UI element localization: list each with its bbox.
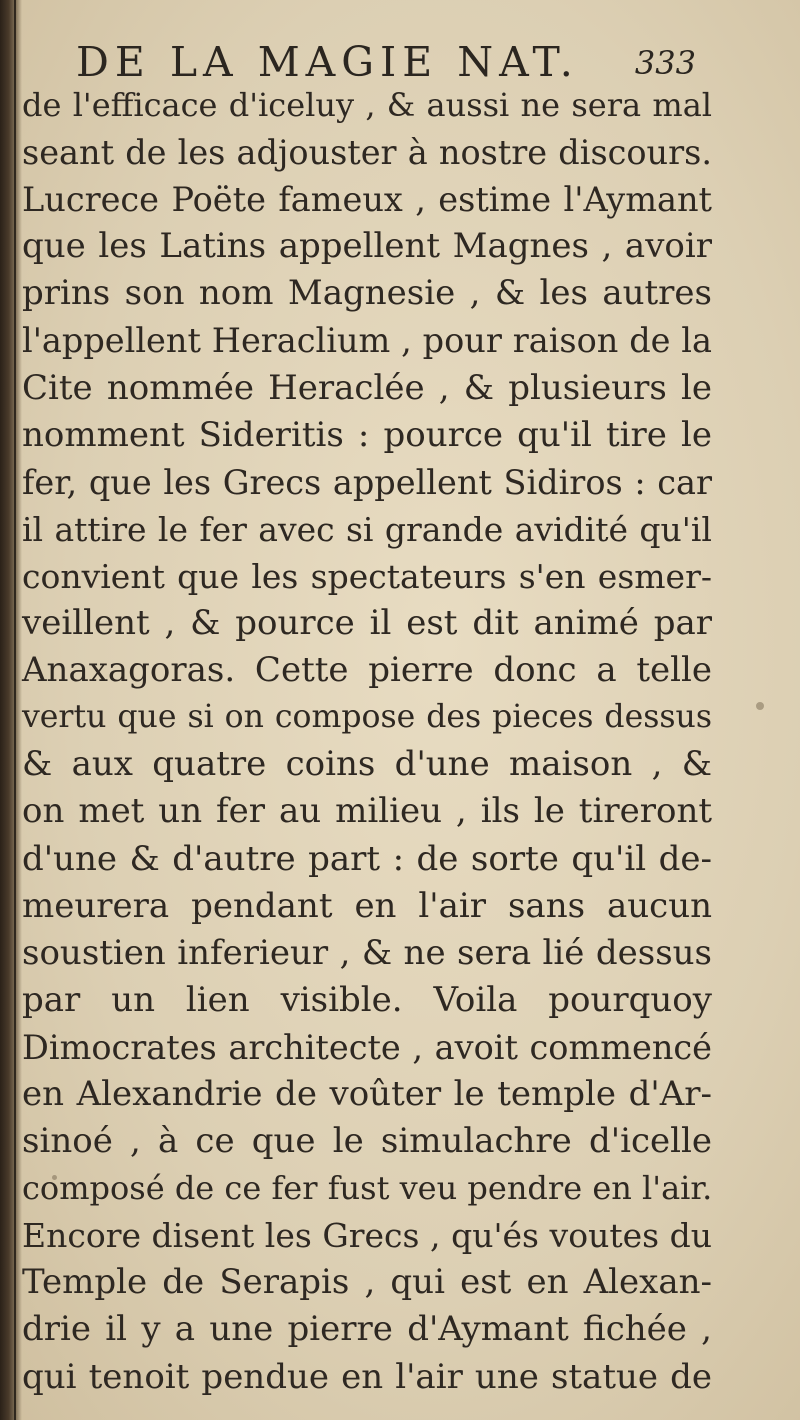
text-line: Temple de Serapis , qui est en Alexan-: [22, 1262, 712, 1303]
text-line: sinoé , à ce que le simulachre d'icelle: [22, 1121, 712, 1162]
text-line: qui tenoit pendue en l'air une statue de: [22, 1356, 712, 1397]
text-line: nomment Sideritis : pource qu'il tire le: [22, 414, 712, 455]
text-line: soustien inferieur , & ne sera lié dessus: [22, 932, 712, 973]
page-gutter-shadow: [0, 0, 22, 1420]
ink-spot: [52, 1175, 57, 1180]
text-line: convient que les spectateurs s'en esmer-: [22, 556, 712, 596]
text-line: vertu que si on compose des pieces dessus: [22, 699, 712, 736]
text-line: de l'efficace d'iceluy , & aussi ne sera mal: [22, 86, 712, 124]
text-line: Encore disent les Grecs , qu'és voutes du: [22, 1216, 712, 1256]
text-line: & aux quatre coins d'une maison , &: [22, 744, 712, 785]
text-line: en Alexandrie de voûter le temple d'Ar-: [22, 1073, 712, 1114]
text-line: par un lien visible. Voila pourquoy: [22, 979, 712, 1020]
text-line: Dimocrates architecte , avoit commencé: [22, 1027, 712, 1067]
binding-edge: [14, 0, 16, 1420]
text-line: d'une & d'autre part : de sorte qu'il de-: [22, 838, 712, 879]
body-text: [22, 82, 712, 1401]
text-line: fer, que les Grecs appellent Sidiros : car: [22, 462, 712, 502]
text-line: meurera pendant en l'air sans aucun: [22, 885, 712, 926]
text-line: Lucrece Poëte fameux , estime l'Aymant: [22, 180, 712, 220]
text-line: composé de ce fer fust veu pendre en l'air.: [22, 1169, 713, 1208]
text-line: il attire le fer avec si grande avidité qu'il: [22, 509, 712, 549]
text-line: Anaxagoras. Cette pierre donc a telle: [22, 650, 712, 691]
text-line: l'appellent Heraclium , pour raison de la: [22, 321, 712, 361]
ink-spot: [756, 702, 764, 710]
running-head: DE LA MAGIE NAT.: [76, 38, 579, 86]
text-line: seant de les adjouster à nostre discours.: [22, 133, 712, 173]
text-line: que les Latins appellent Magnes , avoir: [22, 226, 712, 267]
text-line: Cite nommée Heraclée , & plusieurs le: [22, 367, 712, 408]
text-line: veillent , & pource il est dit animé par: [22, 603, 712, 644]
text-line: prins son nom Magnesie , & les autres: [22, 273, 712, 314]
page-number: 333: [634, 44, 696, 82]
text-line: drie il y a une pierre d'Aymant fichée ,: [22, 1309, 712, 1350]
text-line: on met un fer au milieu , ils le tireront: [22, 791, 712, 832]
